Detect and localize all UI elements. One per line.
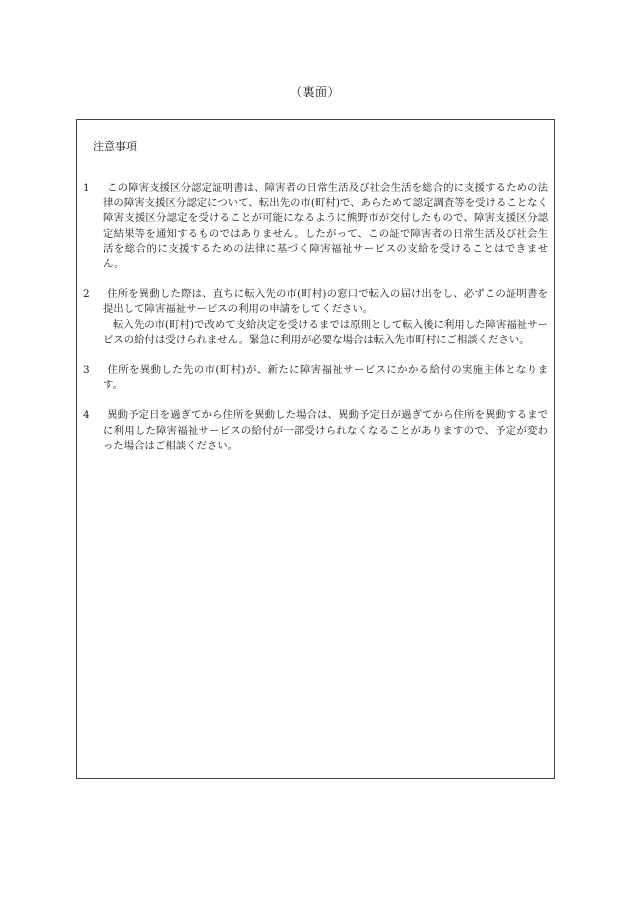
- notice-item-text: この障害支援区分認定証明書は、障害者の日常生活及び社会生活を総合的に支援するための法律の障害支援区分認定について、転出先の市(町村)で、あらためて認定調査等を受けることなく障害支援区分認定を受けることが可能になるように熊野市が交付したもので、障害支援区分認定結果等を通知するものではありません。したがって、この証で障害者の日常生活及び社会生活を総合的に支援するための法律に基づく障害福祉サービスの支給を受けることはできません。: [103, 182, 548, 271]
- page-side-label: （裏面）: [289, 85, 340, 99]
- notice-item-3-paragraph-1: [83, 363, 548, 393]
- notice-item-4-paragraph-1: [83, 408, 548, 454]
- notice-item-2: [83, 287, 548, 348]
- notice-title: 注意事項: [93, 140, 137, 153]
- notice-item-number: 2: [83, 288, 90, 301]
- notice-item-text: 住所を異動した際は、直ちに転入先の市(町村)の窓口で転入の届け出をし、必ずこの証明書を提出して障害福祉サービスの利用の申請をしてください。: [103, 288, 548, 316]
- notice-item-text: 住所を異動した先の市(町村)が、新たに障害福祉サービスにかかる給付の実施主体となります。: [103, 364, 548, 392]
- notice-item-1: [83, 181, 548, 272]
- notice-item-text: 異動予定日を過ぎてから住所を異動した場合は、異動予定日が過ぎてから住所を異動するまでに利用した障害福祉サービスの給付が一部受けられなくなることがありますので、予定が変わった場合はご相談ください。: [103, 409, 548, 452]
- notice-box: [76, 119, 555, 779]
- notice-item-number: 1: [83, 182, 90, 194]
- notice-items: [83, 181, 548, 469]
- notice-item-number: 4: [83, 409, 90, 422]
- notice-item-number: 3: [83, 364, 90, 377]
- notice-item-4: [83, 408, 548, 454]
- notice-item-3: [83, 363, 548, 393]
- notice-item-1-paragraph-1: [83, 181, 548, 272]
- notice-item-2-paragraph-1: [83, 287, 548, 317]
- notice-item-2-paragraph-2: 転入先の市(町村)で改めて支給決定を受けるまでは原則として転入後に利用した障害福祉サービスの給付は受けられません。緊急に利用が必要な場合は転入先市町村にご相談ください。: [103, 318, 548, 346]
